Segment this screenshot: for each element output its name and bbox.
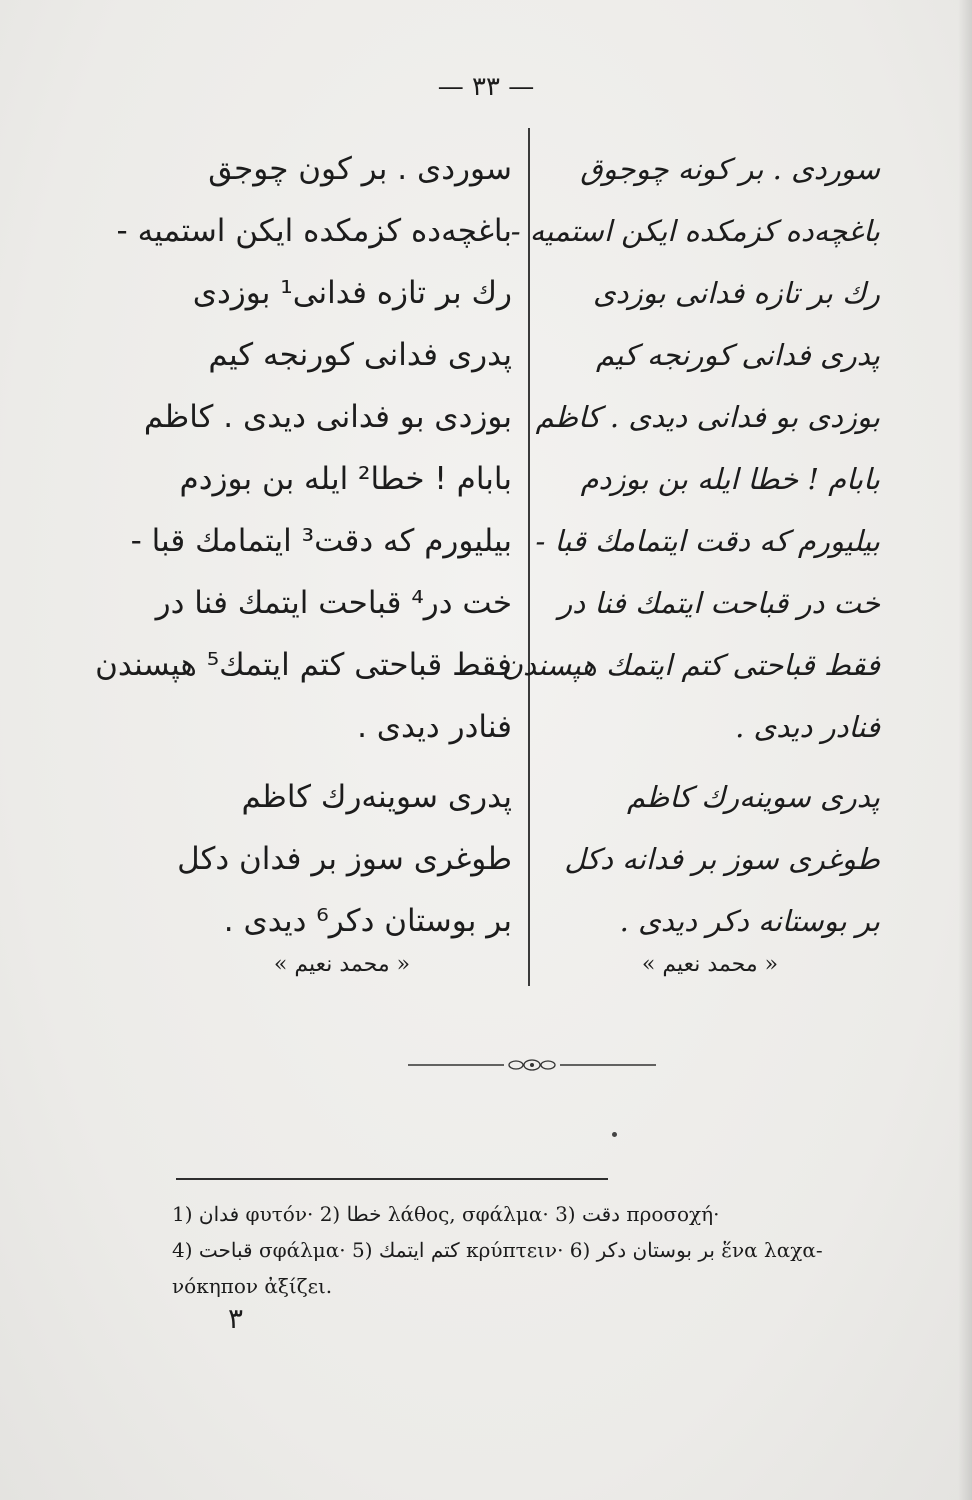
page-number: — ٣٣ — (437, 72, 535, 102)
print-line-10: فنادر دیدی . (357, 709, 512, 745)
page-edge-shadow (958, 0, 972, 1500)
ink-dot (612, 1132, 617, 1137)
print-line-13: بر بوستان دکر⁶ دیدی . (223, 903, 512, 939)
print-line-4: پدری فدانی کورنجه کیم (208, 337, 512, 373)
print-line-1: سوردی . بر کون چوجق (208, 151, 512, 187)
script-line-2: باغچه‌ده کزمکده ایکن استمیه - (510, 214, 880, 248)
footnote-line-3: νόκηπον ἀξίζει. (172, 1274, 333, 1298)
script-line-9: فقط قباحتی کتم ایتمك هپسندن (501, 648, 880, 682)
sheet-number: ٣ (228, 1302, 244, 1335)
print-line-9: فقط قباحتی کتم ایتمك⁵ هپسندن (95, 647, 512, 683)
script-line-8: خت در قباحت ایتمك فنا در (558, 586, 880, 620)
print-line-12: طوغری سوز بر فدان دکل (177, 841, 512, 877)
script-line-12: طوغری سوز بر فدانه دکل (564, 842, 880, 876)
print-line-7: بیلیورم که دقت³ ایتمامك قبا - (130, 523, 512, 559)
print-signature: « محمد نعیم » (273, 952, 411, 977)
print-line-11: پدری سوینه‌رك کاظم (241, 779, 512, 815)
script-line-3: رك بر تازه فدانی بوزدی (592, 276, 880, 310)
print-line-6: بابام ! خطا² ایله بن بوزدم (179, 461, 512, 497)
script-line-5: بوزدی بو فدانی دیدی . کاظم (535, 400, 880, 434)
script-line-10: فنادر دیدی . (735, 710, 880, 744)
ornament-icon (408, 1055, 656, 1075)
script-signature: « محمد نعیم » (641, 952, 779, 977)
script-line-4: پدری فدانی کورنجه کیم (595, 338, 880, 372)
script-line-7: بیلیورم که دقت ایتمامك قبا - (535, 524, 880, 558)
script-line-11: پدری سوینه‌رك کاظم (626, 780, 880, 814)
script-line-6: بابام ! خطا ایله بن بوزدم (580, 462, 880, 496)
print-line-3: رك بر تازه فدانی¹ بوزدی (192, 275, 512, 311)
script-line-1: سوردی . بر کونه چوجوق (580, 152, 880, 186)
print-line-8: خت در⁴ قباحت ایتمك فنا در (155, 585, 512, 621)
ornamental-rule (408, 1055, 656, 1075)
handwritten-text-column (501, 138, 880, 952)
script-line-13: بر بوستانه دکر دیدی . (619, 904, 880, 938)
footnote-line-1: 1) فدان φυτόν· 2) خطا λάθος, σφάλμα· 3) دقت προσοχή· (172, 1202, 720, 1226)
printed-text-column (95, 138, 512, 952)
footnotes (172, 1196, 892, 1304)
print-line-5: بوزدی بو فدانی دیدی . کاظم (143, 399, 512, 435)
print-line-2: باغچه‌ده کزمکده ایکن استمیه - (116, 213, 512, 249)
footnote-line-2: 4) قباحت σφάλμα· 5) کتم ایتمك κρύπτειν· 6) بر بوستان دکر ἕνα λαχα- (172, 1238, 823, 1262)
footnote-rule (176, 1178, 608, 1180)
